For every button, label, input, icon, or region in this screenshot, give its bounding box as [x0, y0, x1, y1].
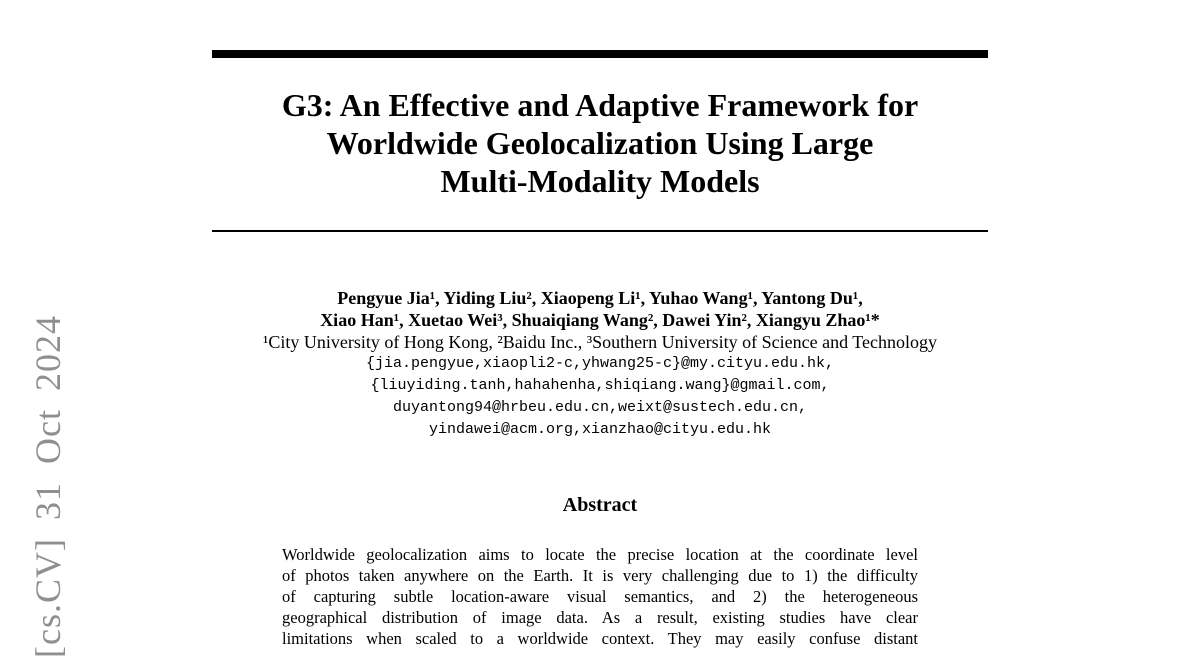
paper-title-line: Multi-Modality Models — [440, 163, 760, 199]
abstract-line: of capturing subtle location-aware visual semantics, and 2) the heterogeneous — [282, 587, 918, 606]
abstract-line: geographical distribution of image data. As a result, existing studies have clear — [282, 608, 918, 627]
paper-title-line: G3: An Effective and Adaptive Framework for — [281, 87, 919, 123]
abstract-line: limitations when scaled to a worldwide context. They may easily confuse distant — [282, 629, 918, 648]
author-line: Pengyue Jia¹, Yiding Liu², Xiaopeng Li¹, Yuhao Wang¹, Yantong Du¹, — [337, 288, 863, 308]
abstract-text — [282, 544, 918, 649]
top-rule — [212, 50, 988, 58]
paper-title-line: Worldwide Geolocalization Using Large — [326, 125, 874, 161]
email-line: {liuyiding.tanh,hahahenha,shiqiang.wang}@gmail.com, — [370, 377, 830, 394]
author-lines — [212, 287, 988, 331]
email-line: duyantong94@hrbeu.edu.cn,weixt@sustech.edu.cn, — [392, 399, 808, 416]
arxiv-stamp: [cs.CV] 31 Oct 2024 — [28, 315, 68, 658]
abstract-heading: Abstract — [562, 494, 638, 516]
title-divider-rule — [212, 230, 988, 232]
abstract-line: Worldwide geolocalization aims to locate the precise location at the coordinate level — [282, 545, 918, 564]
author-line: Xiao Han¹, Xuetao Wei³, Shuaiqiang Wang², Dawei Yin², Xiangyu Zhao¹* — [320, 310, 880, 330]
abstract-line: of photos taken anywhere on the Earth. It is very challenging due to 1) the difficulty — [282, 566, 918, 585]
email-lines — [212, 353, 988, 441]
author-block — [212, 287, 988, 441]
email-line: yindawei@acm.org,xianzhao@cityu.edu.hk — [428, 421, 772, 438]
paper-title — [212, 86, 988, 200]
affiliation-line: ¹City University of Hong Kong, ²Baidu Inc., ³Southern University of Science and Technology — [263, 332, 937, 352]
email-line: {jia.pengyue,xiaopli2-c,yhwang25-c}@my.cityu.edu.hk, — [365, 355, 835, 372]
